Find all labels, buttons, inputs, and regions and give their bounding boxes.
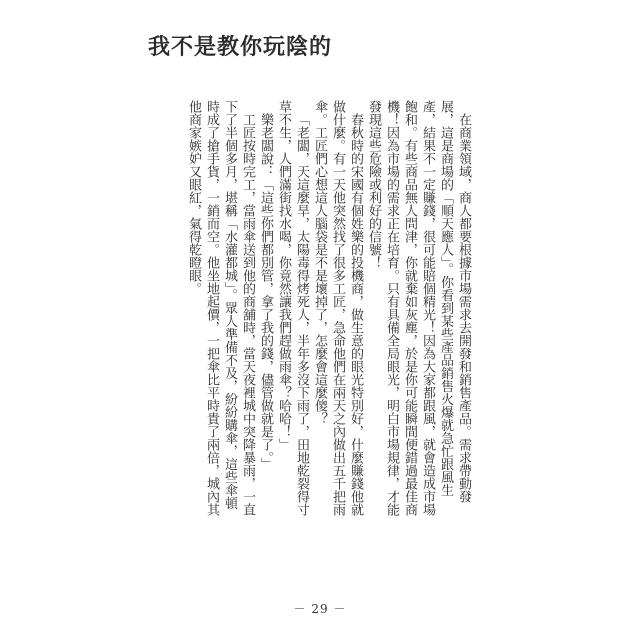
paragraph-4: 樂老闆說：「這些你們都別管，拿了我的錢，儘管做就是了。」 <box>258 113 273 471</box>
paragraph-2: 春秋時的宋國有個姓樂的投機商，做生意的眼光特別好，什麼賺錢他就做什麼。有一天他突然找了很多工匠，急命他們在兩天之內做出五千把雨傘。工匠們心想這人腦袋是不是壞掉了，怎麼會這麼傻？ <box>312 100 363 516</box>
paragraph-3: 「老闆，天這麼旱，太陽毒得烤死人，半年多沒下雨了，田地乾裂得寸草不生，人們滿街找水喝，你竟然讓我們趕做雨傘？哈哈！」 <box>276 100 309 516</box>
page-number: － 29 － <box>293 602 347 616</box>
paragraph-5: 工匠按時完工，當雨傘送到他的商舖時，當天夜裡城中突降暴雨，一直下了半個多月，堪稱「水灌都城」。眾人準備不及，紛紛購傘，這些傘頓時成了搶手貨，一銷而空。他坐地起價，一把傘比平時貴了兩倍，城內其他商家嫉妒又眼紅，氣得乾瞪眼。 <box>186 100 255 516</box>
paragraph-1: 在商業領域，商人都要根據市場需求去開發和銷售產品。需求帶動發展，這是商場的「順天應人」。你看到某些產品銷售火爆就急忙跟風生產，結果不一定賺錢，很可能賠個精光！因為大家都跟風，就會造成市場飽和。有些商品無人問津，你就棄如灰塵，於是你可能瞬間便錯過最佳商機！因為市場的需求正在培育。只有具備全局眼光，明白市場規律，才能發現這些危險或利好的信號！ <box>366 100 471 516</box>
running-header-title: 我不是教你玩陰的 <box>148 34 333 60</box>
vertical-text-body <box>184 100 472 520</box>
